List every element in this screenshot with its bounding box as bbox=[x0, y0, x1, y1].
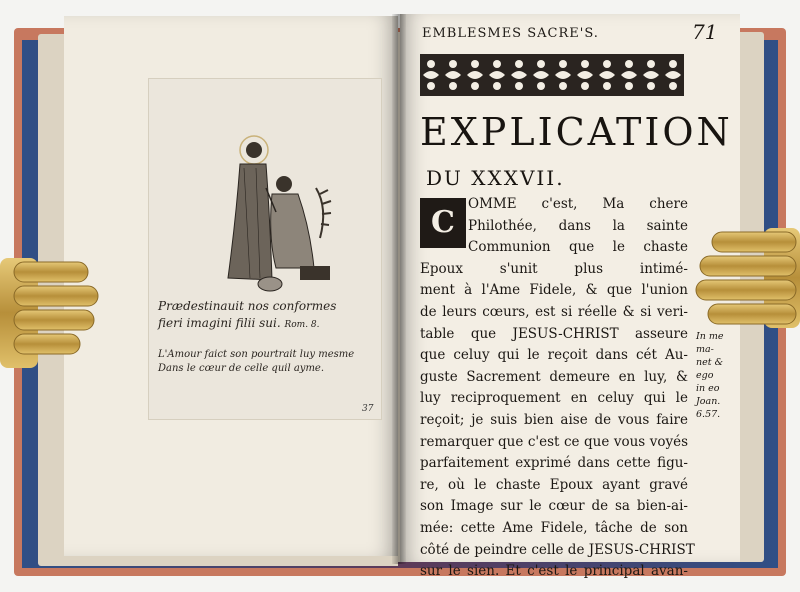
verse-line: L'Amour faict son pourtrait luy mesme bbox=[158, 349, 355, 360]
brass-hand-left bbox=[0, 252, 100, 382]
chapter-title: EXPLICATION bbox=[420, 110, 733, 154]
text-line: ment à l'Ame Fidele, & que l'union bbox=[420, 282, 688, 299]
page-number: 71 bbox=[692, 20, 718, 44]
text-line: table que JESUS-CHRIST asseure bbox=[420, 325, 688, 342]
verse-line: Dans le cœur de celle quil ayme. bbox=[158, 363, 325, 374]
latin-motto bbox=[158, 298, 378, 334]
text-line: luy reciproquement en celuy qui le bbox=[420, 390, 688, 407]
engraving-illustration bbox=[210, 128, 350, 298]
text-line: de leurs cœurs, est si réelle & si veri- bbox=[420, 303, 688, 320]
text-line: remarquer que c'est ce que vous voyés bbox=[420, 433, 688, 450]
margin-note-line: In me ma- bbox=[696, 331, 724, 355]
text-line: son Image sur le cœur de sa bien-ai- bbox=[420, 498, 688, 515]
motto-reference: Rom. 8. bbox=[284, 320, 320, 330]
drop-cap-letter: C bbox=[431, 205, 455, 240]
drop-cap bbox=[420, 198, 466, 248]
text-line: côté de peindre celle de JESUS-CHRIST bbox=[420, 541, 695, 558]
margin-note bbox=[696, 330, 738, 421]
plate-number: 37 bbox=[362, 404, 374, 414]
book-gutter bbox=[392, 14, 406, 564]
text-line: Communion que le chaste bbox=[468, 239, 688, 256]
text-line: re, où le chaste Epoux ayant gravé bbox=[420, 476, 688, 493]
text-line: reçoit; je suis bien aise de vous faire bbox=[420, 411, 688, 428]
text-line: Epoux s'unit plus intimé- bbox=[420, 260, 688, 277]
margin-note-line: in eo bbox=[696, 383, 720, 394]
text-line: sur le sien. Et c'est le principal avan- bbox=[420, 563, 688, 580]
text-line: OMME c'est, Ma chere bbox=[468, 196, 688, 212]
text-line: guste Sacrement demeure en luy, & bbox=[420, 368, 688, 385]
margin-note-line: net & ego bbox=[696, 357, 724, 381]
text-line: que celuy qui le reçoit dans cét Au- bbox=[420, 347, 688, 364]
headpiece-ornament bbox=[420, 54, 684, 96]
margin-note-line: Joan. 6.57. bbox=[696, 396, 721, 420]
motto-line: Prædestinauit nos conformes bbox=[158, 299, 337, 313]
body-text bbox=[420, 194, 695, 583]
chapter-subtitle: DU XXXVII. bbox=[426, 166, 565, 190]
motto-line: fieri imagini filii sui. bbox=[158, 316, 281, 330]
text-line: mée: cette Ame Fidele, tâche de son bbox=[420, 519, 688, 536]
running-head: EMBLESMES SACRE'S. bbox=[422, 26, 599, 41]
french-verse bbox=[158, 348, 378, 376]
brass-hand-right bbox=[694, 228, 800, 338]
text-line: parfaitement exprimé dans cette figu- bbox=[420, 455, 688, 472]
text-line: Philothée, dans la sainte bbox=[468, 217, 688, 234]
